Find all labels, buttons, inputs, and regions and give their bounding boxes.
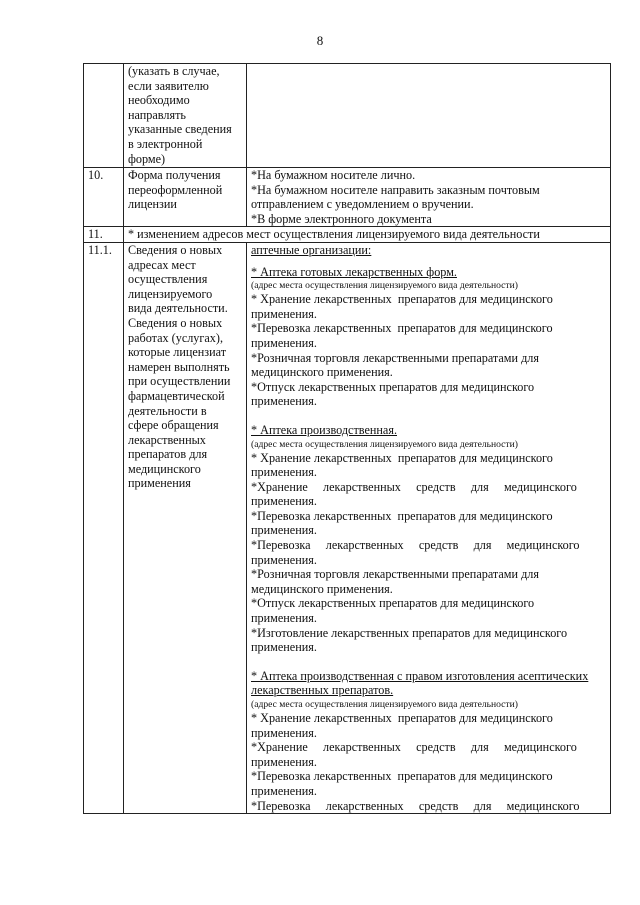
section-spacer	[251, 258, 607, 265]
text-line: (указать в случае,	[128, 64, 220, 78]
row-number-cell: 10.	[84, 168, 124, 227]
pharmacy-type-title: * Аптека производственная.	[251, 422, 397, 437]
text-line: переоформленной	[128, 182, 223, 197]
activity-line: *Перевозка лекарственных средств для медицинского	[251, 538, 580, 553]
activity-line: применения.	[251, 306, 317, 321]
activity-line: *Перевозка лекарственных препаратов для медицинского	[251, 321, 553, 336]
section-heading: * изменением адресов мест осуществления лицензируемого вида деятельности	[128, 227, 540, 242]
activity-line: применения.	[251, 494, 317, 509]
text-line: Сведения о новых	[128, 242, 223, 257]
text-line: которые лицензиат	[128, 345, 227, 360]
row-label-cell	[124, 168, 247, 227]
page-number: 8	[316, 33, 324, 48]
activity-line: * Хранение лекарственных препаратов для медицинского	[251, 711, 553, 725]
text-line: *На бумажном носителе направить заказным почтовым	[251, 182, 540, 197]
text-line: сфере обращения	[128, 418, 219, 433]
activity-line: *Розничная торговля лекарственными препаратами для	[251, 567, 539, 582]
activity-line: *Отпуск лекарственных препаратов для медицинского	[251, 596, 535, 611]
text-line: отправлением с уведомлением о вручении.	[251, 197, 474, 212]
text-line: намерен выполнять	[128, 359, 230, 374]
text-line: *На бумажном носителе лично.	[251, 168, 416, 182]
label-text	[128, 243, 243, 491]
row-value-cell	[247, 168, 611, 227]
pharmacy-sections	[251, 258, 607, 814]
text-line: вида деятельности.	[128, 301, 228, 316]
activity-line: *Розничная торговля лекарственными препаратами для	[251, 350, 539, 365]
table-row	[84, 242, 611, 813]
text-line: *В форме электронного документа	[251, 211, 432, 226]
activity-line: *Перевозка лекарственных средств для медицинского	[251, 798, 580, 813]
label-text	[128, 168, 243, 212]
address-note: (адрес места осуществления лицензируемого вида деятельности)	[251, 280, 518, 292]
label-text	[128, 64, 243, 166]
row-number-cell: 11.1.	[84, 242, 124, 813]
activity-line: *Изготовление лекарственных препаратов для медицинского	[251, 625, 568, 640]
pharmacy-organizations-heading: аптечные организации:	[251, 242, 372, 257]
activity-line: * Хранение лекарственных препаратов для медицинского	[251, 450, 553, 465]
activity-line: *Перевозка лекарственных препаратов для медицинского	[251, 769, 553, 784]
pharmacy-type-title: * Аптека производственная с правом изготовления асептических	[251, 668, 589, 683]
address-note: (адрес места осуществления лицензируемого вида деятельности)	[251, 438, 518, 450]
row-number-cell	[84, 64, 124, 168]
row-value-cell	[247, 242, 611, 813]
address-note: (адрес места осуществления лицензируемого вида деятельности)	[251, 699, 518, 710]
text-line: лекарственных	[128, 432, 206, 447]
text-line: если заявителю	[128, 78, 209, 93]
table-row	[84, 168, 611, 227]
activity-line: * Хранение лекарственных препаратов для медицинского	[251, 292, 553, 307]
activity-line: применения.	[251, 552, 317, 567]
row-value-cell	[247, 64, 611, 168]
text-line: деятельности в	[128, 403, 207, 418]
activity-line: применения.	[251, 754, 317, 769]
text-line: осуществления	[128, 272, 208, 287]
text-line: работах (услугах),	[128, 330, 224, 345]
text-line: форме)	[128, 151, 166, 166]
text-line: Сведения о новых	[128, 315, 223, 330]
activity-line: применения.	[251, 725, 317, 740]
activity-line: применения.	[251, 611, 317, 626]
activity-line: *Хранение лекарственных средств для медицинского	[251, 740, 577, 755]
activity-line: применения.	[251, 394, 317, 409]
text-line: фармацевтической	[128, 388, 225, 403]
table-row	[84, 64, 611, 168]
activity-line: медицинского применения.	[251, 581, 393, 596]
row-label-cell	[124, 64, 247, 168]
text-line: медицинского	[128, 461, 201, 476]
table-row	[84, 227, 611, 243]
row-number-cell: 11.	[84, 227, 124, 243]
text-line: направлять	[128, 107, 186, 122]
activity-line: *Хранение лекарственных средств для медицинского	[251, 479, 577, 494]
text-line: адресах мест	[128, 257, 196, 272]
text-line: препаратов для	[128, 447, 208, 462]
pharmacy-type-title: лекарственных препаратов.	[251, 683, 394, 698]
text-line: необходимо	[128, 93, 190, 108]
text-line: лицензируемого	[128, 286, 213, 301]
activity-line: применения.	[251, 523, 317, 538]
row-label-cell	[124, 242, 247, 813]
section-heading-cell	[124, 227, 611, 243]
activity-line: применения.	[251, 335, 317, 350]
activity-line: применения.	[251, 783, 317, 798]
activity-line: *Перевозка лекарственных препаратов для медицинского	[251, 508, 553, 523]
text-line: указанные сведения	[128, 122, 232, 137]
pharmacy-type-title: * Аптека готовых лекарственных форм.	[251, 264, 457, 279]
text-line: при осуществлении	[128, 374, 231, 389]
text-line: Форма получения	[128, 168, 221, 182]
activity-line: *Отпуск лекарственных препаратов для медицинского	[251, 379, 535, 394]
text-line: применения	[128, 476, 191, 491]
text-line: лицензии	[128, 197, 177, 212]
section-spacer	[251, 409, 607, 423]
text-line: в электронной	[128, 136, 203, 151]
license-table	[83, 63, 611, 814]
activity-line: применения.	[251, 640, 317, 655]
activity-line: применения.	[251, 465, 317, 480]
value-text	[251, 168, 607, 226]
section-spacer	[251, 655, 607, 669]
activity-line: медицинского применения.	[251, 365, 393, 380]
